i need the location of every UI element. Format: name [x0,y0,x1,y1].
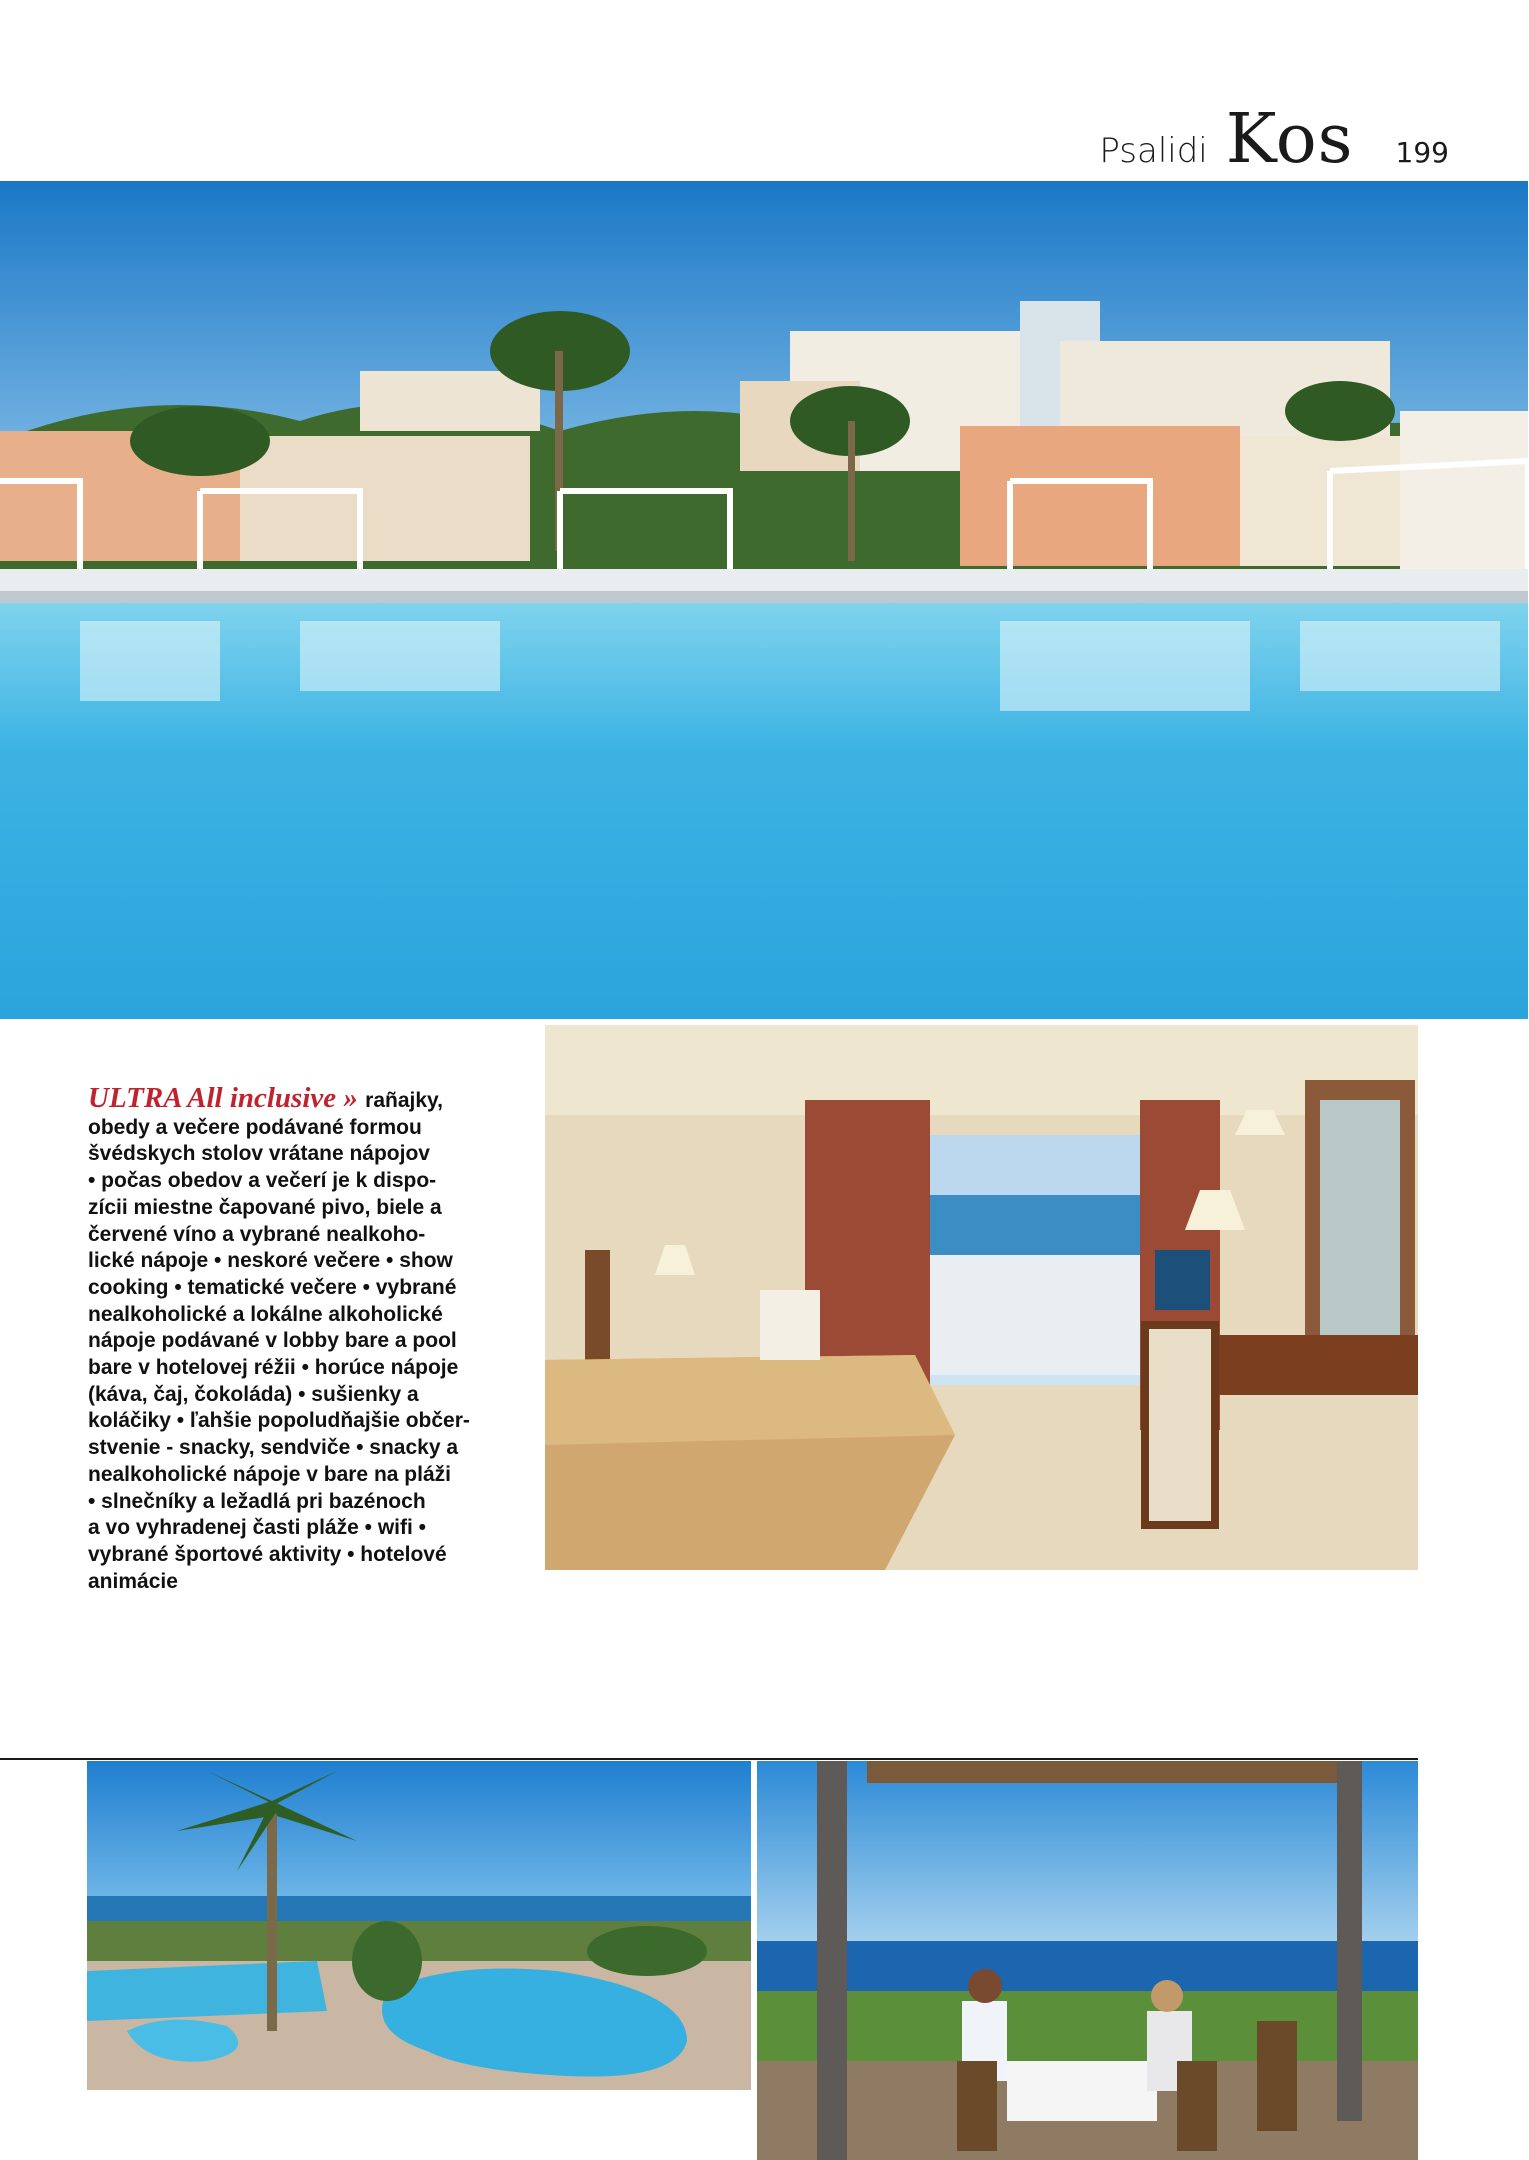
intro-line: nealkoholické nápoje v bare na pláži [88,1462,451,1486]
intro-line: rañajky, [365,1089,443,1112]
location-subtitle: Psalidi [1099,131,1208,171]
intro-line: • slnečníky a ležadlá pri bazénoch [88,1489,426,1513]
aerial-pool-photo [87,1761,751,2090]
hotel-room-photo [545,1025,1418,1570]
page-header [1099,100,1449,179]
intro-line: • počas obedov a večerí je k dispo- [88,1169,437,1193]
intro-line: cooking • tematické večere • vybrané [88,1275,457,1299]
page-number: 199 [1395,136,1449,169]
intro-line: švédskych stolov vrátane nápojov [88,1142,430,1166]
intro-line: obedy a večere podávané formou [88,1115,422,1139]
intro-line: stvenie - snacky, sendviče • snacky a [88,1436,459,1460]
terrace-dining-photo [757,1761,1418,2160]
ultra-all-inclusive-description [88,1082,488,1595]
intro-line: nealkoholické a lokálne alkoholické [88,1302,443,1326]
intro-line: animácie [88,1569,178,1593]
intro-line: a vo vyhradenej časti pláže • wifi • [88,1516,426,1540]
intro-line: lické nápoje • neskoré večere • show [88,1249,453,1273]
intro-line: bare v hotelovej réžii • horúce nápoje [88,1356,459,1380]
destination-title: Kos [1225,100,1354,179]
hero-pool-photo [0,181,1528,1019]
intro-line: nápoje podávané v lobby bare a pool [88,1329,457,1353]
intro-line: (káva, čaj, čokoláda) • sušienky a [88,1382,419,1406]
intro-line: vybrané športové aktivity • hotelové [88,1542,447,1566]
section-divider [0,1758,1418,1760]
intro-line: zícii miestne čapované pivo, biele a [88,1195,442,1219]
intro-line: koláčiky • ľahšie popoludňajšie občer- [88,1409,470,1433]
intro-line: červené víno a vybrané nealkoho- [88,1222,426,1246]
all-inclusive-heading: ULTRA All inclusive » [88,1082,366,1114]
